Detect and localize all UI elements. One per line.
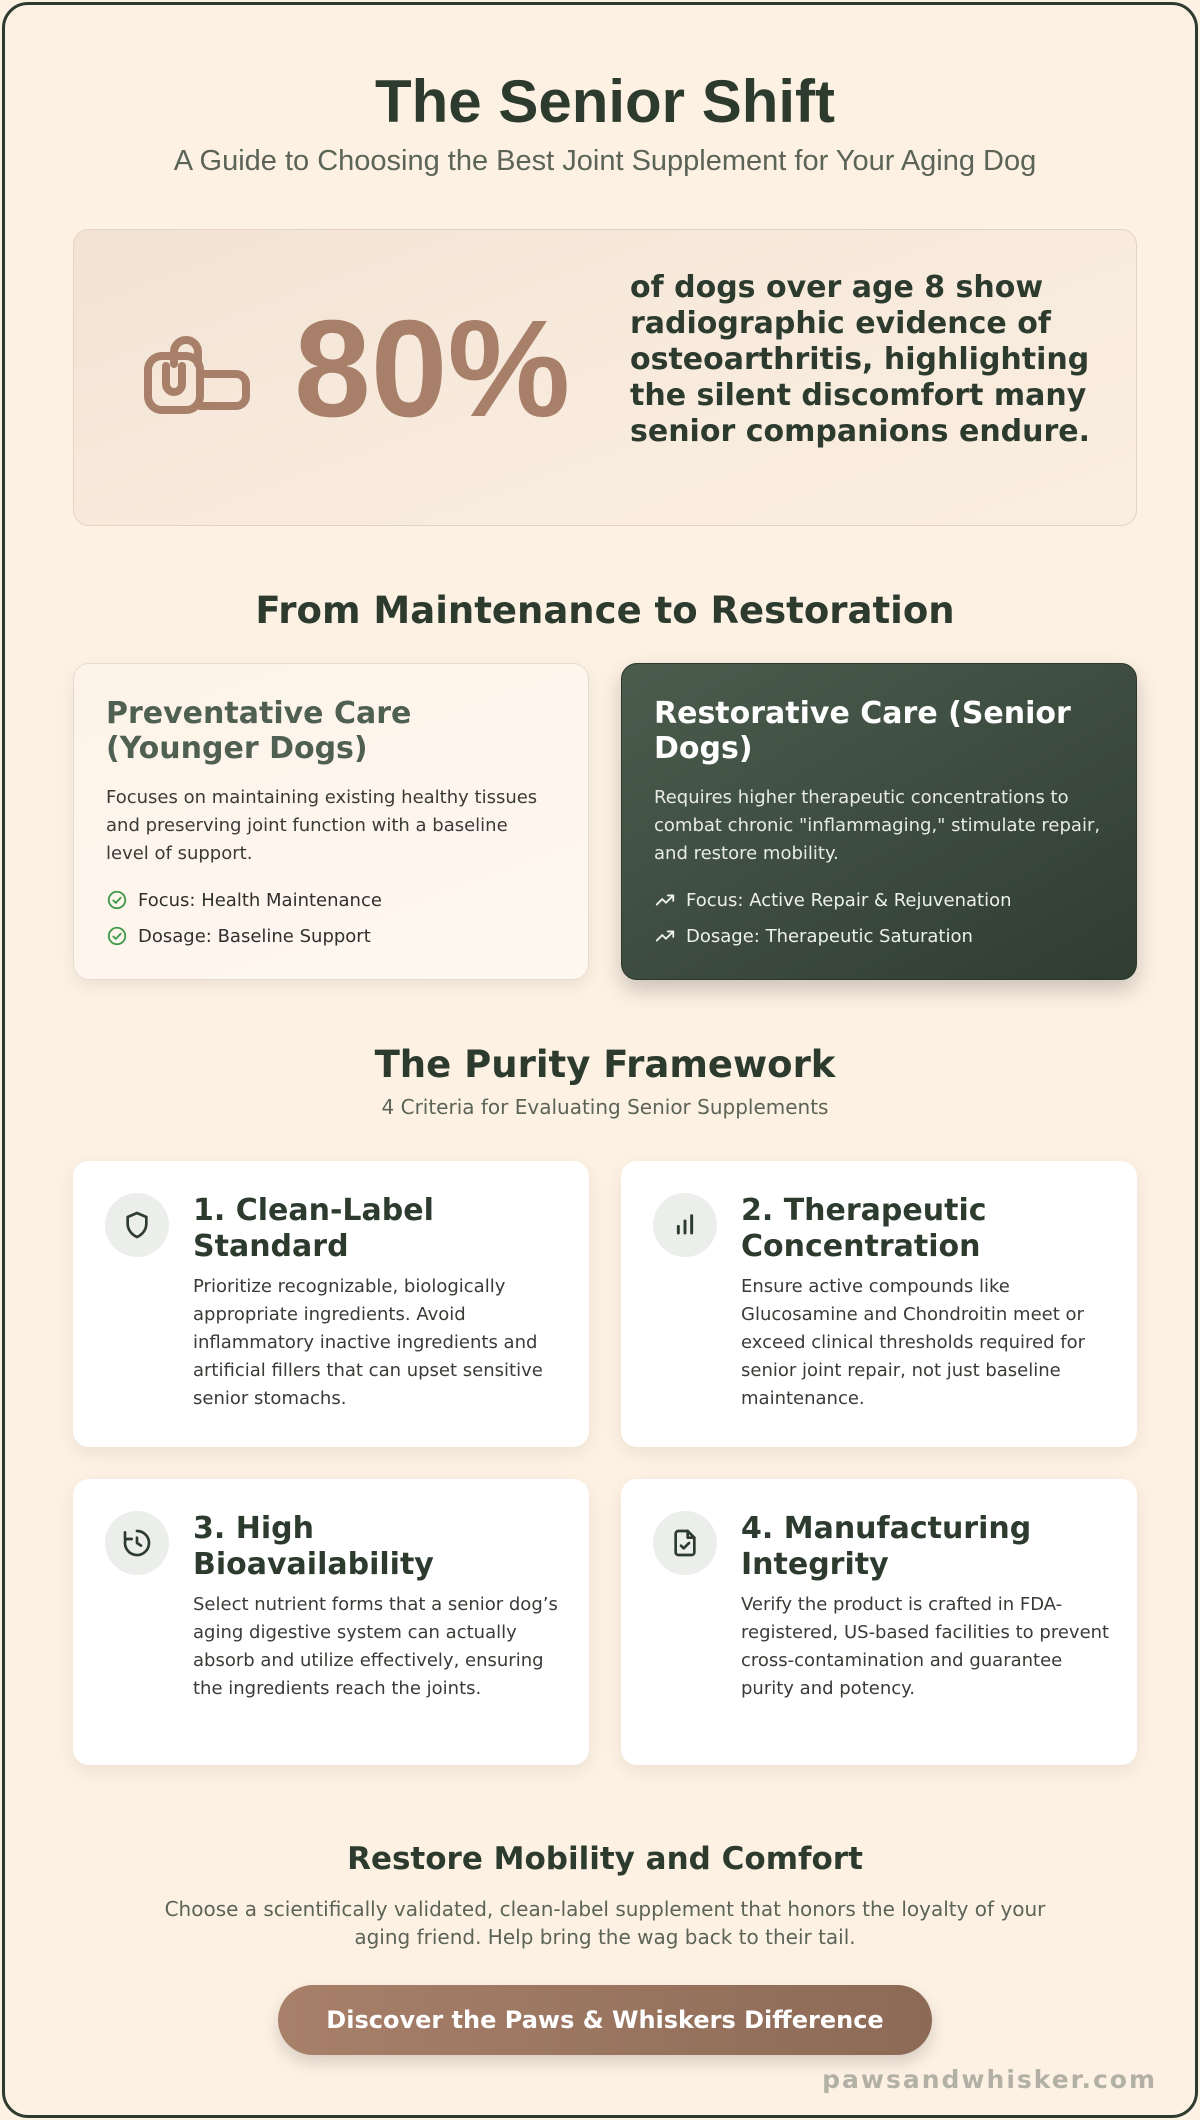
stat-value: 80% — [294, 292, 571, 446]
check-circle-icon — [106, 925, 128, 947]
shield-icon — [121, 1209, 153, 1241]
preventative-care-card — [73, 663, 589, 980]
list-item-text: Dosage: Baseline Support — [138, 925, 371, 947]
criteria-card-bioavailability — [73, 1479, 589, 1765]
preventative-care-list — [106, 882, 556, 954]
bar-chart-icon — [669, 1209, 701, 1241]
criteria-card-concentration — [621, 1161, 1137, 1447]
criteria-icon-badge — [653, 1193, 717, 1257]
page-subtitle: A Guide to Choosing the Best Joint Supplement for Your Aging Dog — [173, 145, 1037, 177]
criteria-title: 3. High Bioavailability — [193, 1511, 434, 1582]
list-item — [654, 918, 1104, 954]
preventative-care-description: Focuses on maintaining existing healthy tissues and preserving joint function with a baseline level of support. — [106, 787, 538, 864]
criteria-icon-badge — [105, 1511, 169, 1575]
stat-description: of dogs over age 8 show radiographic evidence of osteoarthritis, highlighting the silent discomfort many senior companions endure. — [630, 270, 1091, 449]
purity-subheading: 4 Criteria for Evaluating Senior Supplements — [381, 1095, 829, 1119]
criteria-title: 4. Manufacturing Integrity — [741, 1511, 1032, 1582]
check-circle-icon — [106, 889, 128, 911]
list-item-text: Focus: Health Maintenance — [138, 889, 382, 911]
restorative-care-title: Restorative Care (Senior Dogs) — [654, 696, 1071, 766]
website-url: pawsandwhisker.com — [822, 2065, 1157, 2094]
list-item — [106, 918, 556, 954]
page-frame — [2, 2, 1198, 2118]
list-item — [654, 882, 1104, 918]
joint-bandage-icon — [144, 334, 250, 414]
trending-up-icon — [654, 925, 676, 947]
criteria-title: 1. Clean-Label Standard — [193, 1193, 434, 1264]
trending-up-icon — [654, 889, 676, 911]
restorative-care-list — [654, 882, 1104, 954]
criteria-title: 2. Therapeutic Concentration — [741, 1193, 987, 1264]
list-item-text: Dosage: Therapeutic Saturation — [686, 925, 973, 947]
file-check-icon — [669, 1527, 701, 1559]
preventative-care-title: Preventative Care (Younger Dogs) — [106, 696, 412, 766]
list-item — [106, 882, 556, 918]
stat-banner — [73, 229, 1137, 526]
maintenance-heading: From Maintenance to Restoration — [255, 589, 955, 632]
criteria-description: Ensure active compounds like Glucosamine and Chondroitin meet or exceed clinical thresholds required for senior joint repair, not just baseline maintenance. — [741, 1276, 1086, 1409]
closing-text: Choose a scientifically validated, clean-label supplement that honors the loyalty of your aging friend. Help bring the wag back to their tail. — [164, 1897, 1046, 1949]
criteria-icon-badge — [105, 1193, 169, 1257]
restorative-care-description: Requires higher therapeutic concentrations to combat chronic "inflammaging," stimulate repair, and restore mobility. — [654, 787, 1101, 864]
criteria-description: Prioritize recognizable, biologically appropriate ingredients. Avoid inflammatory inactive ingredients and artificial fillers that can upset sensitive senior stomachs. — [193, 1276, 543, 1409]
page-title: The Senior Shift — [374, 68, 836, 135]
criteria-card-clean-label — [73, 1161, 589, 1447]
history-clock-icon — [121, 1527, 153, 1559]
purity-heading: The Purity Framework — [374, 1043, 836, 1086]
closing-heading: Restore Mobility and Comfort — [347, 1841, 863, 1877]
criteria-description: Verify the product is crafted in FDA-registered, US-based facilities to prevent cross-contamination and guarantee purity and potency. — [741, 1594, 1110, 1699]
discover-difference-button[interactable]: Discover the Paws & Whiskers Difference — [278, 1985, 932, 2055]
list-item-text: Focus: Active Repair & Rejuvenation — [686, 889, 1012, 911]
criteria-card-manufacturing — [621, 1479, 1137, 1765]
restorative-care-card — [621, 663, 1137, 980]
criteria-description: Select nutrient forms that a senior dog’s aging digestive system can actually absorb and utilize effectively, ensuring the ingredients reach the joints. — [193, 1594, 558, 1699]
criteria-icon-badge — [653, 1511, 717, 1575]
